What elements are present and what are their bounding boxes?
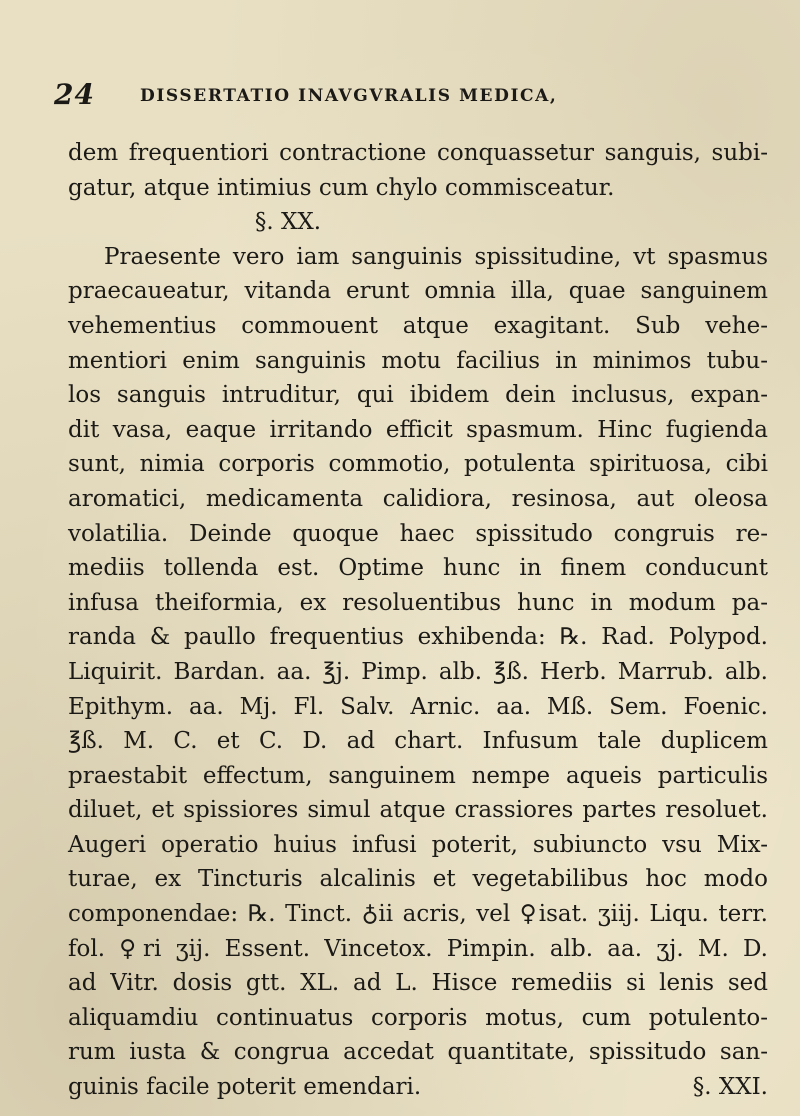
text-line: turae, ex Tincturis alcalinis et vegetabilibus hoc modo — [68, 866, 768, 893]
page-number: 24 — [54, 78, 95, 111]
text-line: sunt, nimia corporis commotio, potulenta spirituosa, cibi — [68, 451, 768, 478]
text-line: mediis tollenda est. Optime hunc in finem conducunt — [68, 555, 768, 582]
running-head: DISSERTATIO INAVGVRALIS MEDICA, — [140, 86, 558, 106]
page-header — [40, 78, 760, 118]
text-line: aromatici, medicamenta calidiora, resinosa, aut oleosa — [68, 485, 768, 512]
catchword: §. XXI. — [692, 1074, 768, 1101]
text-line: gatur, atque intimius cum chylo commisceatur. — [68, 174, 615, 201]
text-line: Epithym. aa. Mj. Fl. Salv. Arnic. aa. Mß. Sem. Foenic. — [68, 693, 768, 720]
text-line: mentiori enim sanguinis motu facilius in minimos tubu- — [68, 347, 768, 374]
text-line: dit vasa, eaque irritando efficit spasmum. Hinc fugienda — [68, 416, 768, 443]
section-heading: §. XX. — [254, 209, 322, 236]
text-line: Augeri operatio huius infusi poterit, subiuncto vsu Mix- — [68, 831, 768, 858]
text-line: fol. ♀ri ʒij. Essent. Vincetox. Pimpin. alb. aa. ʒj. M. D. — [68, 935, 768, 962]
text-line: Praesente vero iam sanguinis spissitudine, vt spasmus — [104, 243, 768, 270]
body-text — [68, 136, 768, 1105]
text-line: aliquamdiu continuatus corporis motus, cum potulento- — [68, 1004, 768, 1031]
text-line: diluet, et spissiores simul atque crassiores partes resoluet. — [68, 797, 768, 824]
text-line: rum iusta & congrua accedat quantitate, spissitudo san- — [68, 1039, 768, 1066]
text-line: componendae: ℞. Tinct. ♁ii acris, vel ♀isat. ʒiij. Liqu. terr. — [68, 901, 768, 928]
final-line — [68, 1070, 768, 1105]
text-line: randa & paullo frequentius exhibenda: ℞. Rad. Polypod. — [68, 624, 768, 651]
text-line: guinis facile poterit emendari. — [68, 1074, 422, 1101]
text-line: infusa theiformia, ex resoluentibus hunc in modum pa- — [68, 589, 768, 616]
text-line: ad Vitr. dosis gtt. XL. ad L. Hisce remediis si lenis sed — [68, 970, 768, 997]
text-line: los sanguis intruditur, qui ibidem dein inclusus, expan- — [68, 382, 768, 409]
text-line: praecaueatur, vitanda erunt omnia illa, quae sanguinem — [68, 278, 768, 305]
text-line: volatilia. Deinde quoque haec spissitudo congruis re- — [68, 520, 768, 547]
text-line: ℥ß. M. C. et C. D. ad chart. Infusum tale duplicem — [68, 728, 768, 755]
text-line: praestabit effectum, sanguinem nempe aqueis particulis — [68, 762, 768, 789]
text-line: dem frequentiori contractione conquassetur sanguis, subi- — [68, 140, 768, 166]
text-line: vehementius commouent atque exagitant. Sub vehe- — [68, 312, 768, 339]
text-line: Liquirit. Bardan. aa. ℥j. Pimp. alb. ℥ß. Herb. Marrub. alb. — [68, 658, 768, 685]
